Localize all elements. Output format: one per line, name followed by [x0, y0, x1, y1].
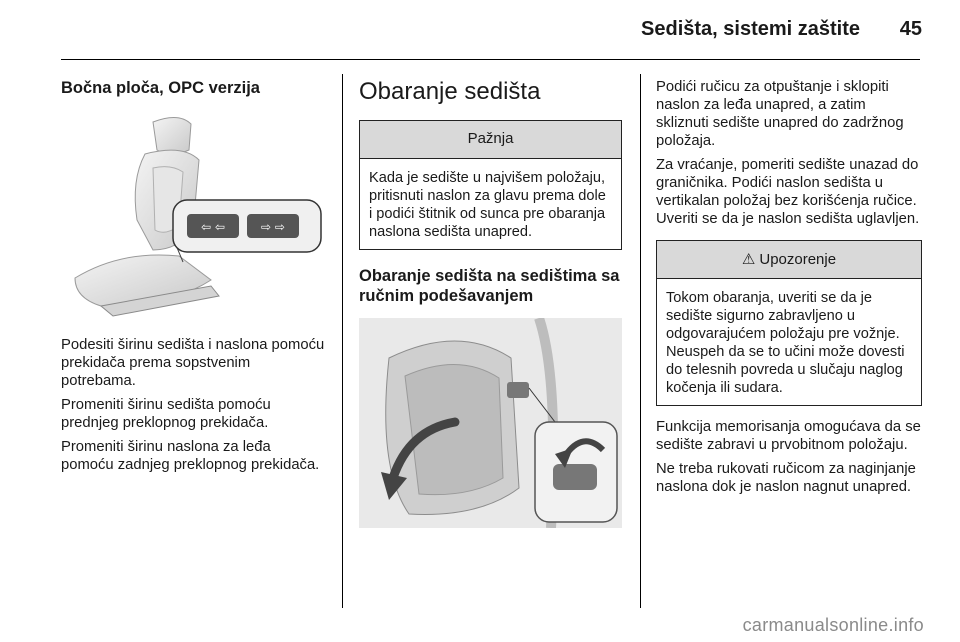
section-heading-fold: Obaranje sedišta [359, 78, 541, 105]
caution-title: Pažnja [360, 121, 621, 159]
caution-text: Kada je sedište u najvišem položaju, pritisnuti naslon za glavu prema dole i podići štitnik od sunca pre obaranja naslona sedišta unapred. [369, 170, 606, 240]
section-heading-opc: Bočna ploča, OPC verzija [61, 79, 260, 97]
paragraph: Promeniti širinu sedišta pomoću prednjeg preklopnog prekidača. [61, 397, 271, 431]
paragraph: Ne treba rukovati ručicom za naginjanje naslona dok je naslon nagnut unapred. [656, 461, 916, 495]
watermark: carmanualsonline.info [742, 615, 924, 635]
column-1 [61, 78, 326, 480]
paragraph: Funkcija memorisanja omogućava da se sedište zabravi u prvobitnom položaju. [656, 419, 921, 453]
subsection-heading: Obaranje sedišta na sedištima sa ručnim podešavanjem [359, 267, 620, 305]
warning-header [657, 241, 921, 279]
column-3 [656, 78, 922, 502]
paragraph: Podesiti širinu sedišta i naslona pomoću prekidača prema sopstvenim potrebama. [61, 337, 325, 389]
header-divider [61, 59, 920, 60]
seat-switch-illustration [61, 110, 326, 322]
seat-fold-illustration [359, 318, 622, 528]
page-number: 45 [899, 18, 922, 40]
warning-box [656, 240, 922, 406]
warning-text: Tokom obaranja, uveriti se da je sedište sigurno zabravljeno u odgovarajućem položaju pre vožnje. Neuspeh da se to učini može dovesti do telesnih povreda u slučaju naglog kočenja ili sudara. [666, 290, 905, 396]
paragraph: Za vraćanje, pomeriti sedište unazad do graničnika. Podići naslon sedišta u vertikalan položaj bez korišćenja ručice. Uveriti se da je naslon sedišta uglavljen. [656, 157, 920, 227]
column-2 [359, 78, 622, 528]
page-title: Sedišta, sistemi zaštite [641, 18, 860, 40]
column-divider-1 [342, 74, 343, 608]
svg-text:⇦ ⇦: ⇦ ⇦ [201, 220, 225, 234]
warning-triangle-icon: ⚠ [741, 250, 756, 268]
column-divider-2 [640, 74, 641, 608]
paragraph: Podići ručicu za otpuštanje i sklopiti naslon za leđa unapred, a zatim skliznuti sedište unapred do zadržnog položaja. [656, 79, 904, 149]
warning-title: Upozorenje [759, 250, 837, 268]
svg-text:⇨ ⇨: ⇨ ⇨ [261, 220, 285, 234]
paragraph: Promeniti širinu naslona za leđa pomoću zadnjeg preklopnog prekidača. [61, 439, 320, 473]
caution-box [359, 120, 622, 250]
